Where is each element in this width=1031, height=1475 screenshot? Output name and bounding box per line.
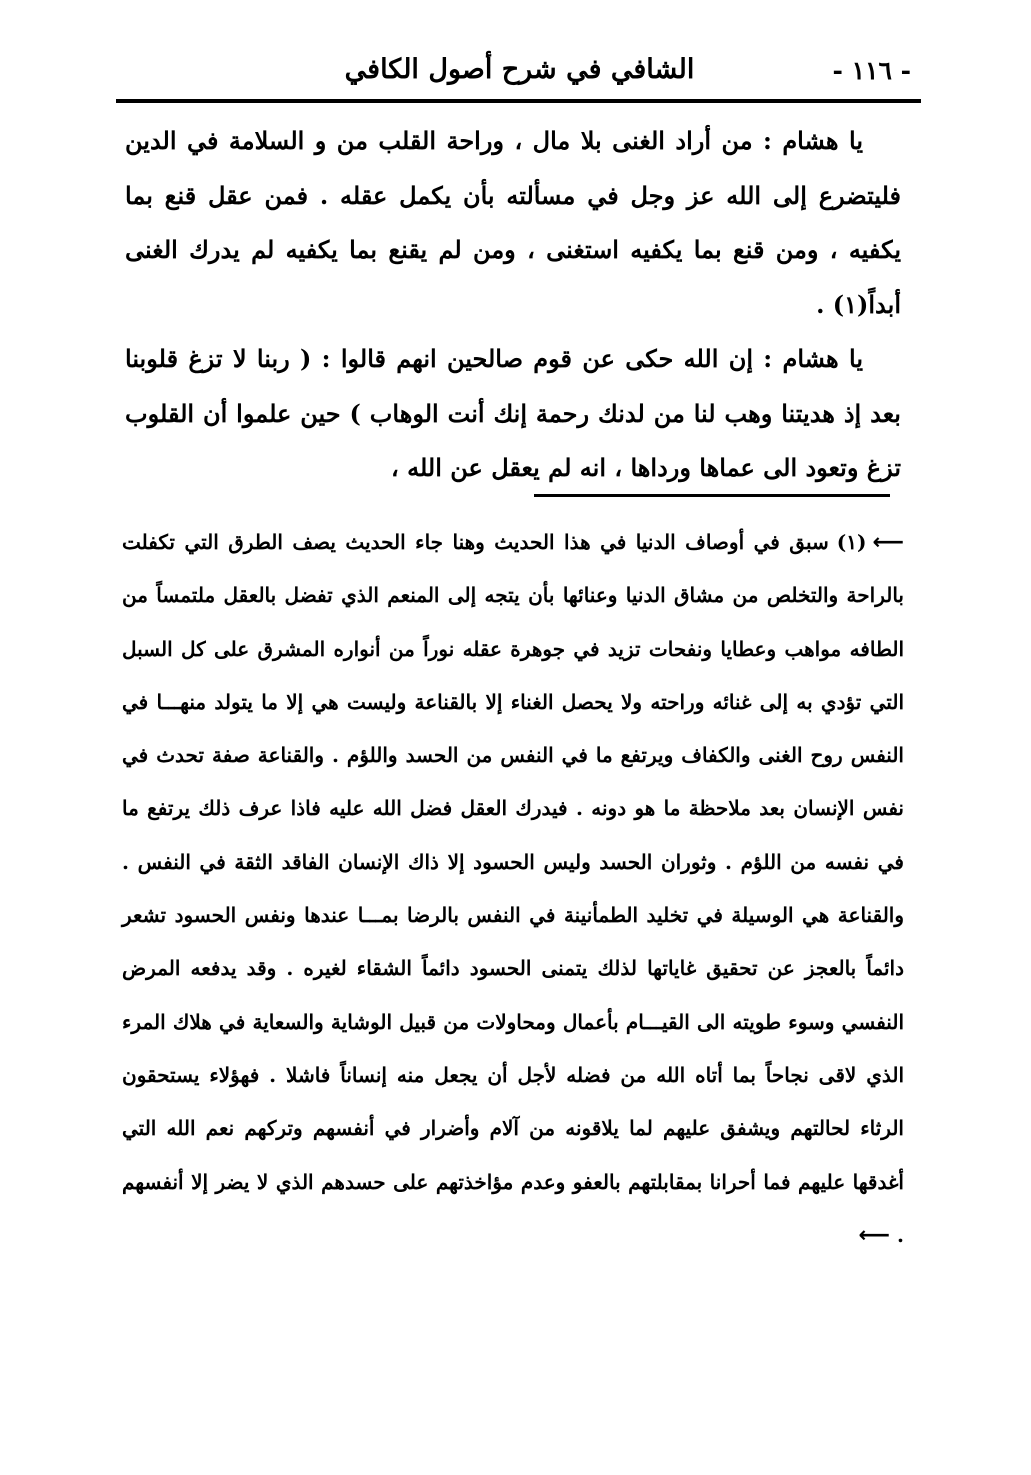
footnote-text: سبق في أوصاف الدنيا في هذا الحديث وهنا جاء الحديث يصف الطرق التي تكفلت بالراحة والتخلص من مشاق الدنيا وعنائها بأن يتجه إلى المنعم الذي تفضل بالعقل ملتمساً من الطافه مواهب وعطايا ونفحات تزيد في جوهرة عقله نوراً من أنواره المشرق على كل السبل التي تؤدي به إلى غنائه وراحته ولا يحصل الغناء إلا بالقناعة وليست هي إلا ما يتولد منهـــا في النفس روح الغنى والكفاف ويرتفع ما في النفس من الحسد واللؤم . والقناعة صفة تحدث في نفس الإنسان بعد ملاحظة ما هو دونه . فيدرك العقل فضل الله عليه فاذا عرف ذلك يرتفع ما في نفسه من اللؤم . وثوران الحسد وليس الحسود إلا ذاك الإنسان الفاقد الثقة في النفس . والقناعة هي الوسيلة في تخليد الطمأنينة في النفس بالرضا بمـــا عندها ونفس الحسود تشعر دائماً بالعجز عن تحقيق غاياتها لذلك يتمنى الحسود دائماً الشقاء لغيره . وقد يدفعه المرض النفسي وسوء طويته الى القيـــام بأعمال ومحاولات من قبيل الوشاية والسعاية في هلاك المرء الذي لاقى نجاحاً بما أتاه الله من فضله لأجل أن يجعل منه إنساناً فاشلا . فهؤلاء يستحقون الرثاء لحالتهم ويشفق عليهم لما يلاقونه من آلام وأضرار في أنفسهم وتركهم نعم الله التي أغدقها عليهم فما أحرانا بمقابلتهم بالعفو وعدم مؤاخذتهم على حسدهم الذي لا يضر إلا أنفسهم . [122,530,905,1247]
header-divider [116,99,921,103]
footnote-paragraph [122,516,904,1262]
paragraph-2: يا هشام : إن الله حكى عن قوم صالحين انهم قالوا : ( ربنا لا تزغ قلوبنا بعد إذ هديتنا وهب لنا من لدنك رحمة إنك أنت الوهاب ) حين علموا أن القلوب تزغ وتعود الى عماها ورداها ، انه لم يعقل عن الله ، [125,344,901,482]
footnote-marker: (١) [836,530,867,554]
footnote-divider [534,494,890,497]
running-title: الشافي في شرح أصول الكافي [344,54,695,85]
paragraph-1: يا هشام : من أراد الغنى بلا مال ، وراحة القلب من و السلامة في الدين فليتضرع إلى الله عز وجل في مسألته بأن يكمل عقله . فمن عقل قنع بما يكفيه ، ومن قنع بما يكفيه استغنى ، ومن لم يقنع بما يكفيه لم يدرك الغنى أبداً(١) . [125,126,901,319]
main-text [125,114,901,496]
page-number: - ١١٦ - [832,56,911,85]
footnote [122,516,904,1262]
page-header [118,48,921,98]
arrow-end-icon: ⟵ [858,1222,891,1248]
arrow-start-icon: ⟵ [872,530,904,555]
